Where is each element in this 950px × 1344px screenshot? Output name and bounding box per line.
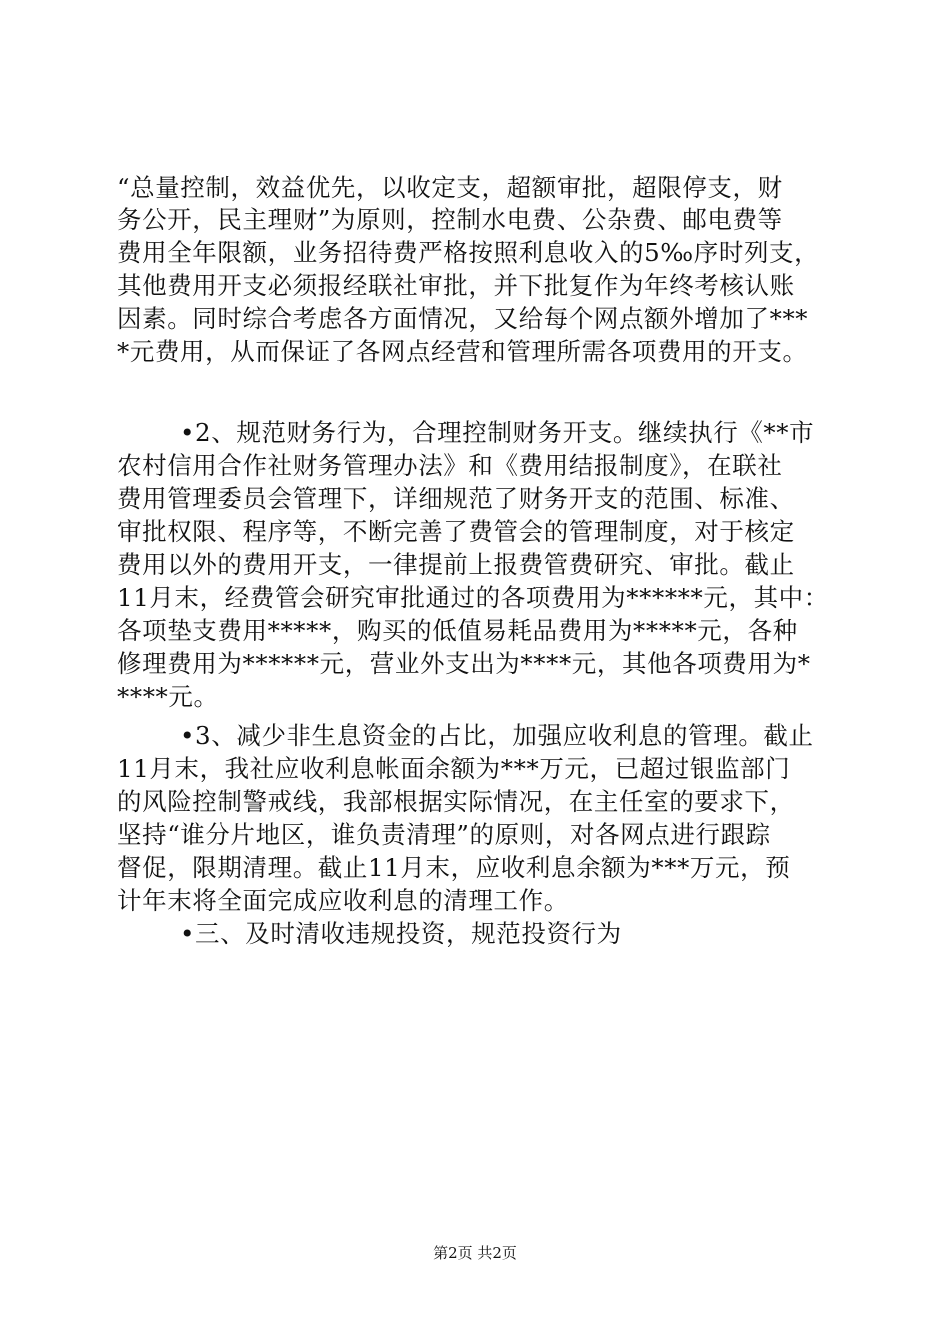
paragraph-2-line: •2、规范财务行为，合理控制财务开支。继续执行《**市 [180,418,815,447]
paragraph-2-line: 修理费用为******元，营业外支出为****元，其他各项费用为* [117,649,811,678]
paragraph-3-line: 督促，限期清理。截止11月末，应收利息余额为***万元，预 [117,853,791,882]
paragraph-1-line: 务公开，民主理财”为原则，控制水电费、公杂费、邮电费等 [117,205,783,234]
paragraph-2-line: 审批权限、程序等，不断完善了费管会的管理制度，对于核定 [117,517,795,546]
paragraph-2-line: 各项垫支费用*****，购买的低值易耗品费用为*****元，各种 [117,616,798,645]
paragraph-3-line: 11月末，我社应收利息帐面余额为***万元，已超过银监部门 [117,754,791,783]
paragraph-1-line: *元费用，从而保证了各网点经营和管理所需各项费用的开支。 [117,337,808,366]
paragraph-3-line: •3、减少非生息资金的占比，加强应收利息的管理。截止 [180,721,814,750]
paragraph-2-line: 费用以外的费用开支，一律提前上报费管费研究、审批。截止 [117,550,795,579]
paragraph-1-line: “总量控制，效益优先，以收定支，超额审批，超限停支，财 [117,173,783,202]
paragraph-1-line: 费用全年限额，业务招待费严格按照利息收入的5‰序时列支， [117,238,820,267]
paragraph-2-line: 农村信用合作社财务管理办法》和《费用结报制度》，在联社 [117,451,783,480]
section-heading: •三、及时清收违规投资，规范投资行为 [180,919,622,948]
paragraph-1-line: 其他费用开支必须报经联社审批，并下批复作为年终考核认账 [117,271,795,300]
paragraph-2-line: 费用管理委员会管理下，详细规范了财务开支的范围、标准、 [117,484,795,513]
paragraph-3-line: 计年末将全面完成应收利息的清理工作。 [117,886,569,915]
paragraph-3-line: 的风险控制警戒线，我部根据实际情况，在主任室的要求下， [117,787,795,816]
paragraph-2-line: 11月末，经费管会研究审批通过的各项费用为******元，其中： [117,583,829,612]
paragraph-2-line: ****元。 [117,682,219,711]
page-number: 第2页 共2页 [433,1244,517,1262]
paragraph-3-line: 坚持“谁分片地区，谁负责清理”的原则，对各网点进行跟踪 [117,820,771,849]
paragraph-1-line: 因素。同时综合考虑各方面情况，又给每个网点额外增加了*** [117,304,809,333]
